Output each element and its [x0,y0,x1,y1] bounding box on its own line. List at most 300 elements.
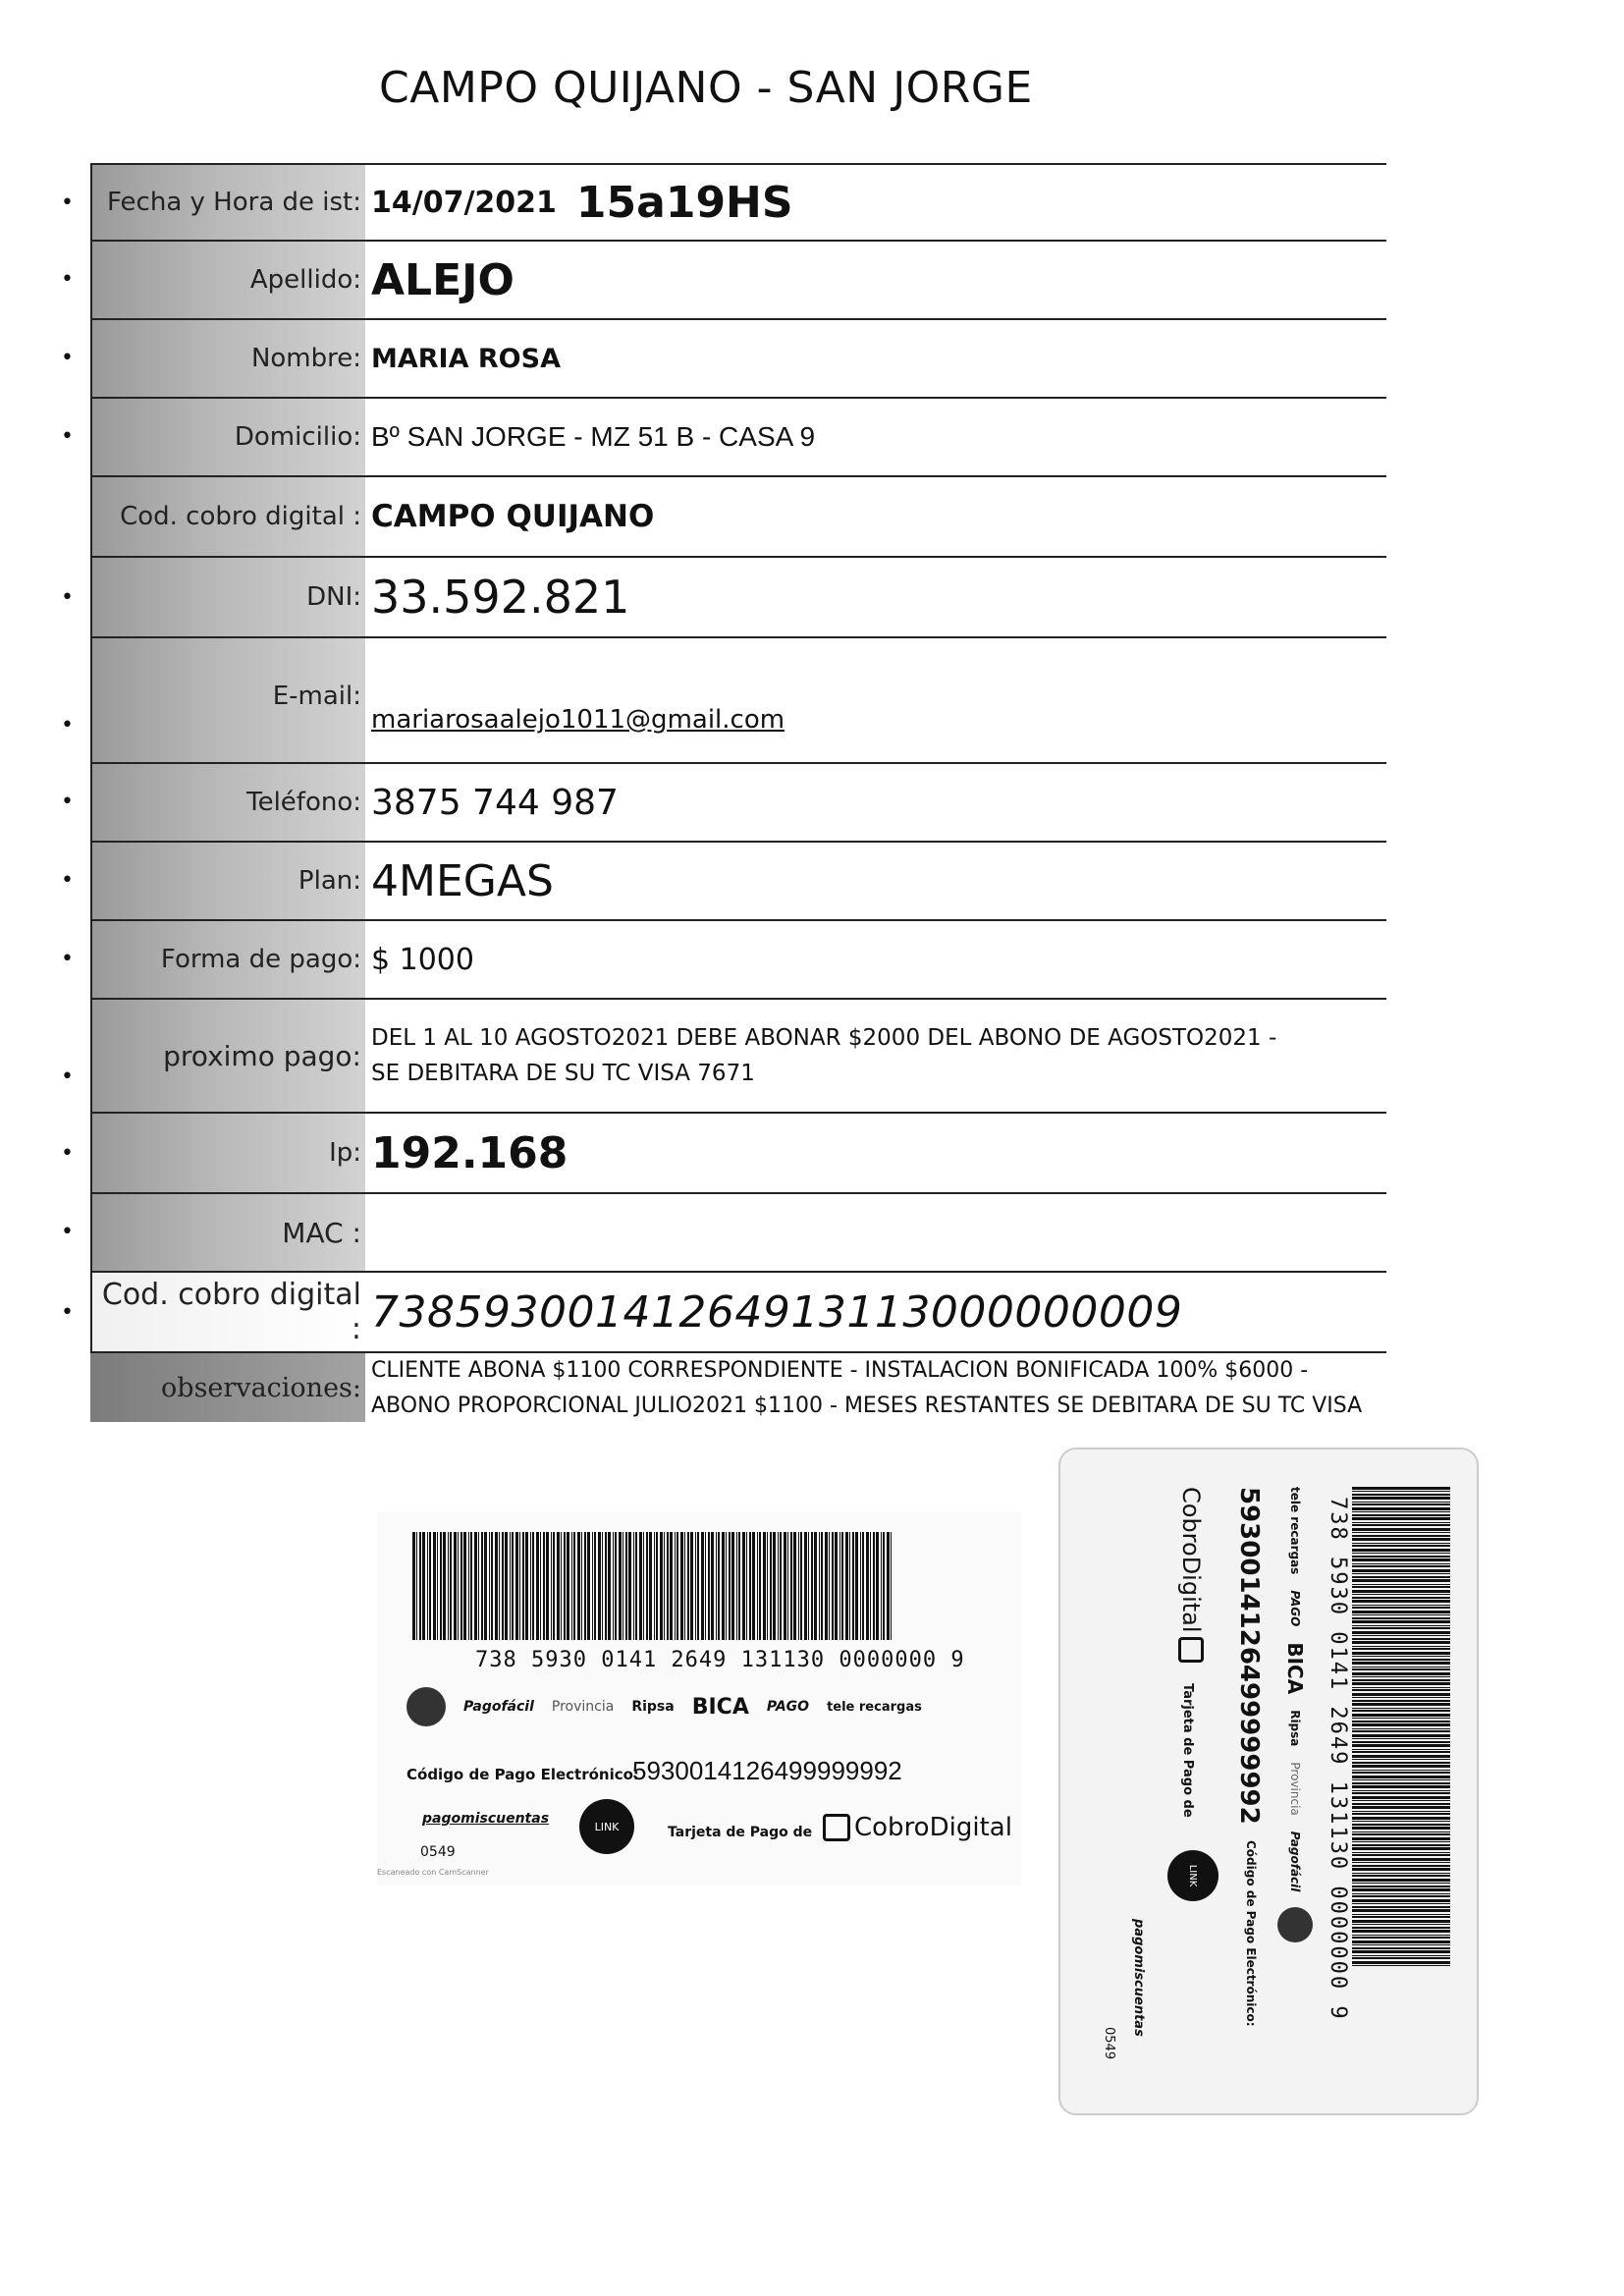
value-apellido: ALEJO [371,254,514,305]
barcode-stripe [474,1532,477,1640]
barcode-stripe [1352,1611,1450,1613]
barcode-stripe [1352,1687,1450,1688]
label-domicilio: Domicilio: [90,399,365,475]
barcode-stripe [1352,1491,1450,1492]
barcode-stripe [1352,1782,1450,1784]
barcode-stripe [1352,1765,1450,1768]
barcode-stripe [1352,1831,1450,1832]
barcode-stripe [1352,1803,1450,1805]
barcode-stripe [757,1532,758,1640]
label-cod-cobro-numero: Cod. cobro digital : [90,1273,365,1351]
barcode-number: 738 5930 0141 2649 131130 0000000 9 [1326,1497,1350,2021]
barcode-stripe [1352,1751,1450,1753]
payment-logos [1277,1487,1313,1942]
barcode-stripe [495,1532,498,1640]
barcode-stripe [1352,1841,1450,1842]
barcode-stripe [1352,1944,1450,1945]
barcode-stripe [1352,1524,1450,1526]
barcode-stripe [1352,1494,1450,1496]
barcode-stripe [1352,1556,1450,1558]
barcode-stripe [1352,1903,1450,1904]
barcode-stripe [1352,1538,1450,1541]
logo-bica: BICA [691,1694,749,1720]
row-mac [61,1192,1386,1271]
scanner-note: Escaneado con CamScanner [377,1868,489,1877]
barcode-stripe [1352,1749,1450,1750]
barcode-stripe [1352,1576,1450,1578]
value-dni: 33.592.821 [371,571,630,624]
barcode-stripe [605,1532,607,1640]
barcode-stripe [1352,1957,1450,1959]
barcode-stripe [515,1532,518,1640]
barcode-stripe [1352,1605,1450,1606]
barcode-stripe [1352,1553,1450,1554]
barcode-stripe [1352,1641,1450,1644]
barcode-stripe [695,1532,696,1640]
row-fecha [61,163,1386,240]
label-forma-pago: Forma de pago: [90,921,365,998]
barcode-stripe [819,1532,820,1640]
barcode-stripe [1352,1886,1450,1887]
bullet: • [61,1065,74,1089]
barcode-stripe [635,1532,637,1640]
barcode-stripe [770,1532,772,1640]
barcode-stripe [675,1532,676,1640]
barcode-stripe [1352,1858,1450,1861]
barcode-stripe [835,1532,838,1640]
barcode-stripe [887,1532,890,1640]
payment-logos [406,1687,922,1726]
barcode-stripe [677,1532,678,1640]
barcode-stripe [543,1532,545,1640]
barcode-stripe [1352,1679,1450,1681]
barcode-stripe [470,1532,472,1640]
barcode-stripe [1352,1652,1450,1655]
logo-provincia: Provincia [1288,1762,1302,1816]
value-mac [365,1194,1386,1271]
barcode-stripe [876,1532,879,1640]
bullet: • [61,1141,74,1166]
barcode-stripe [784,1532,786,1640]
barcode-stripe [1352,1721,1450,1722]
value-proximo-pago: DEL 1 AL 10 AGOSTO2021 DEBE ABONAR $2000 DEL ABONO DE AGOSTO2021 - SE DEBITARA DE SU TC VISA 7671 [371,1025,1277,1086]
barcode-stripe [613,1532,614,1640]
value-email[interactable]: mariarosaalejo1011@gmail.com [371,705,785,735]
barcode-stripe [440,1532,442,1640]
barcode-stripe [1352,1759,1450,1760]
row-domicilio [61,397,1386,475]
barcode-stripe [1352,1895,1450,1897]
barcode-stripe [1352,1806,1450,1809]
barcode-stripe [749,1532,751,1640]
barcode-stripe [1352,1625,1450,1626]
barcode-stripe [1352,1734,1450,1737]
barcode-stripe [1352,1532,1450,1533]
brand-name: CobroDigital [854,1813,1012,1842]
barcode-stripe [845,1532,848,1640]
barcode-stripe [1352,1682,1450,1685]
barcode-stripe [594,1532,596,1640]
logo-bica: BICA [1283,1642,1307,1695]
barcode-stripe [687,1532,689,1640]
barcode-stripe [1352,1703,1450,1706]
barcode-stripe [458,1532,459,1640]
barcode-stripe [463,1532,466,1640]
barcode-stripe [793,1532,796,1640]
barcode-stripe [481,1532,483,1640]
barcode-stripe [571,1532,572,1640]
label-cod-cobro: Cod. cobro digital : [90,477,365,556]
barcode-stripe [1352,1487,1450,1490]
barcode-stripe [1352,1514,1450,1516]
label-email: E-mail: [90,638,365,762]
logo-ripsa: Ripsa [631,1699,675,1715]
barcode-stripe [1352,1597,1450,1599]
barcode-stripe [690,1532,693,1640]
barcode-stripe [587,1532,590,1640]
barcode-stripe [1352,1586,1450,1588]
barcode-stripe [1352,1906,1450,1908]
barcode-stripe [731,1532,734,1640]
barcode-stripe [460,1532,462,1640]
label-proximo-pago: proximo pago: [90,1000,365,1112]
barcode-stripe [1352,1813,1450,1815]
barcode-stripe [1352,1697,1450,1698]
barcode-stripe [1352,1930,1450,1933]
brand-icon [1178,1637,1204,1663]
barcode-stripe [656,1532,658,1640]
barcode-stripe [1352,1899,1450,1902]
barcode-stripe [478,1532,479,1640]
barcode-stripe [412,1532,415,1640]
barcode-stripe [1352,1543,1450,1544]
barcode-stripe [505,1532,508,1640]
barcode-stripe [1352,1620,1450,1623]
barcode-stripe [849,1532,850,1640]
barcode-stripe [787,1532,788,1640]
barcode-stripe [800,1532,802,1640]
barcode-stripe [450,1532,452,1640]
barcode-stripe [1352,1950,1450,1953]
label-dni: DNI: [90,558,365,636]
code-value: 5930014126499999992 [1234,1487,1264,1825]
barcode-stripe [633,1532,634,1640]
barcode-stripe [711,1532,714,1640]
row-observaciones [90,1353,1386,1422]
barcode-stripe [598,1532,601,1640]
barcode-stripe [615,1532,617,1640]
payment-card-front [377,1512,1021,1886]
barcode-stripe [427,1532,428,1640]
logo-pagofacil: Pagofácil [463,1699,534,1715]
barcode-stripe [532,1532,534,1640]
logo-tele-recargas: tele recargas [1288,1487,1302,1575]
brand-icon [823,1814,850,1841]
barcode-stripe [1352,1700,1450,1702]
barcode-stripe [561,1532,562,1640]
logo-provincia: Provincia [551,1699,615,1715]
client-form [61,163,1386,1422]
barcode-stripe [1352,1689,1450,1691]
barcode-stripe [1352,1584,1450,1585]
barcode-stripe [1352,1909,1450,1912]
barcode-stripe [1352,1937,1450,1939]
bullet: • [61,1220,74,1244]
bullet: • [61,868,74,893]
card-back-content [1077,1467,1460,2096]
barcode-stripe [1352,1646,1450,1647]
barcode-stripe [1352,1545,1450,1547]
barcode-stripe [536,1532,539,1640]
brand-logo [823,1813,1012,1842]
barcode-stripe [1352,1762,1450,1764]
barcode-stripe [773,1532,776,1640]
value-cod-cobro-numero: 73859300141264913113000000009 [371,1286,1183,1338]
barcode-stripe [852,1532,854,1640]
fecha-value: 14/07/2021 [371,185,557,220]
barcode-stripe [581,1532,582,1640]
barcode-stripe [873,1532,875,1640]
barcode-stripe [1352,1920,1450,1923]
barcode-stripe [1352,1676,1450,1677]
barcode-stripe [1352,1865,1450,1867]
barcode-stripe [660,1532,663,1640]
row-dni [61,556,1386,636]
barcode-stripe [419,1532,421,1640]
barcode-stripe [1352,1965,1450,1966]
barcode-stripe [1352,1635,1450,1636]
barcode-stripe [759,1532,761,1640]
barcode-stripe [1352,1875,1450,1877]
barcode-stripe [670,1532,673,1640]
card-label: Tarjeta de Pago de [668,1825,813,1840]
barcode-stripe [1352,1573,1450,1574]
barcode-stripe [1352,1893,1450,1894]
bullet: • [61,191,74,215]
barcode-stripe [752,1532,755,1640]
barcode-stripe [540,1532,541,1640]
barcode-stripe [1352,1668,1450,1670]
barcode-stripe [1352,1744,1450,1747]
barcode-stripe [502,1532,504,1640]
barcode-stripe [716,1532,717,1640]
barcode-stripe [1352,1824,1450,1826]
barcode-stripe [736,1532,737,1640]
barcode-stripe [468,1532,469,1640]
barcode-stripe [567,1532,569,1640]
barcode-stripe [883,1532,885,1640]
barcode-stripe [701,1532,704,1640]
barcode-stripe [1352,1738,1450,1739]
barcode-stripe [564,1532,566,1640]
barcode-stripe [1352,1741,1450,1743]
barcode-stripe [1352,1723,1450,1726]
brand-logo [1177,1487,1205,1663]
barcode-stripe [804,1532,807,1640]
barcode-stripe [1352,1873,1450,1874]
barcode-stripe [1352,1772,1450,1774]
value-plan: 4MEGAS [371,855,554,906]
barcode-stripe [1352,1517,1450,1520]
barcode-stripe [1352,1497,1450,1500]
label-telefono: Teléfono: [90,764,365,841]
label-mac: MAC : [90,1194,365,1271]
barcode-stripe [1352,1672,1450,1675]
barcode-stripe [592,1532,593,1640]
barcode-stripe [825,1532,828,1640]
barcode-stripe [763,1532,766,1640]
barcode-stripe [1352,1776,1450,1778]
barcode-stripe [1352,1927,1450,1929]
bullet: • [61,585,74,610]
barcode-stripe [573,1532,575,1640]
barcode-stripe [1352,1710,1450,1712]
barcode-stripe [891,1532,892,1640]
card-label: Tarjeta de Pago de [1180,1683,1195,1818]
value-observaciones: CLIENTE ABONA $1100 CORRESPONDIENTE - INSTALACION BONIFICADA 100% $6000 - ABONO PROPORCIONAL JULIO2021 $1100 - MESES RESTANTES SE DEBITARA DE SU TC VISA [371,1358,1363,1418]
barcode-stripe [729,1532,731,1640]
barcode-stripe [1352,1790,1450,1791]
pmc-logo: pagomiscuentas [422,1811,550,1827]
barcode-stripe [1352,1955,1450,1956]
barcode-stripe [839,1532,840,1640]
barcode-stripe [746,1532,747,1640]
page-title: CAMPO QUIJANO - SAN JORGE [379,63,1033,113]
barcode-stripe [1352,1730,1450,1732]
barcode-stripe [667,1532,669,1640]
barcode-stripe [1352,1590,1450,1593]
barcode-stripe [454,1532,457,1640]
barcode-stripe [1352,1888,1450,1891]
label-fecha: Fecha y Hora de ist: [90,165,365,240]
barcode-stripe [1352,1617,1450,1619]
barcode-stripe [1352,1961,1450,1964]
barcode-stripe [1352,1503,1450,1505]
barcode-stripe [1352,1558,1450,1561]
barcode-stripe [738,1532,740,1640]
link-logo: LINK [579,1799,634,1854]
barcode-stripe [546,1532,549,1640]
logo-tele-recargas: tele recargas [827,1699,922,1715]
barcode-stripe [646,1532,648,1640]
barcode-stripe [860,1532,861,1640]
row-cod-cobro-numero [61,1271,1386,1353]
barcode-stripe [1352,1817,1450,1820]
label-apellido: Apellido: [90,242,365,318]
logo-ripsa: Ripsa [1288,1710,1302,1747]
barcode-stripe [742,1532,745,1640]
barcode [412,1532,992,1640]
barcode-stripe [1352,1659,1450,1661]
barcode-stripe [1352,1714,1450,1717]
barcode-stripe [639,1532,642,1640]
value-fecha [365,165,1386,240]
barcode-stripe [1352,1792,1450,1794]
barcode-stripe [422,1532,425,1640]
barcode-stripe [416,1532,417,1640]
barcode-stripe [790,1532,792,1640]
code-value: 5930014126499999992 [632,1756,902,1785]
barcode-stripe [1352,1879,1450,1882]
barcode-stripe [1352,1811,1450,1812]
barcode-stripe [1352,1600,1450,1603]
value-domicilio: Bº SAN JORGE - MZ 51 B - CASA 9 [371,421,816,452]
bullet: • [61,947,74,971]
barcode-stripe [602,1532,603,1640]
barcode-stripe [832,1532,834,1640]
value-nombre: MARIA ROSA [371,343,561,374]
barcode-stripe [1352,1847,1450,1850]
barcode-stripe [1352,1638,1450,1640]
barcode-stripe [649,1532,652,1640]
barcode-stripe [767,1532,768,1640]
barcode-stripe [1352,1511,1450,1512]
barcode-stripe [491,1532,493,1640]
barcode-stripe [1352,1522,1450,1523]
barcode-stripe [1352,1862,1450,1863]
barcode-stripe [1352,1648,1450,1650]
barcode-stripe [1352,1947,1450,1949]
barcode-stripe [1352,1594,1450,1595]
barcode-stripe [1352,1796,1450,1799]
barcode-stripe [1352,1779,1450,1780]
pmc-logo: pagomiscuentas [1131,1919,1146,2037]
barcode-stripe [862,1532,864,1640]
barcode-number: 738 5930 0141 2649 131130 0000000 9 [475,1648,965,1672]
barcode-stripe [489,1532,490,1640]
row-forma-pago [61,919,1386,998]
barcode-stripe [499,1532,500,1640]
barcode-stripe [1352,1800,1450,1801]
bullet: • [61,1300,74,1325]
value-telefono: 3875 744 987 [371,782,619,823]
barcode-stripe [512,1532,514,1640]
label-plan: Plan: [90,843,365,919]
barcode-stripe [1352,1563,1450,1564]
row-plan [61,841,1386,919]
row-telefono [61,762,1386,841]
barcode-stripe [780,1532,782,1640]
barcode-stripe [519,1532,520,1640]
barcode-stripe [1352,1507,1450,1510]
barcode-stripe [808,1532,809,1640]
barcode-stripe [553,1532,555,1640]
barcode-stripe [1352,1569,1450,1572]
barcode-stripe [1352,1837,1450,1840]
barcode-stripe [1352,1693,1450,1696]
barcode-stripe [1352,1755,1450,1758]
barcode-stripe [1352,1914,1450,1915]
hora-value: 15a19HS [575,177,793,228]
barcode-stripe [1352,1844,1450,1846]
barcode-stripe [1352,1868,1450,1871]
logo-pago: PAGO [766,1699,810,1715]
barcode-stripe [1352,1728,1450,1729]
barcode-stripe [510,1532,511,1640]
barcode-stripe [814,1532,817,1640]
logo-pagofacil: Pagofácil [1288,1831,1302,1892]
barcode-stripe [625,1532,627,1640]
barcode-stripe [726,1532,727,1640]
barcode-stripe [1352,1785,1450,1788]
barcode-stripe [1352,1656,1450,1657]
brand-name: CobroDigital [1177,1487,1205,1633]
barcode-stripe [866,1532,869,1640]
barcode-stripe [608,1532,611,1640]
seal-icon [1277,1907,1313,1942]
barcode-stripe [841,1532,843,1640]
barcode-stripe [577,1532,580,1640]
